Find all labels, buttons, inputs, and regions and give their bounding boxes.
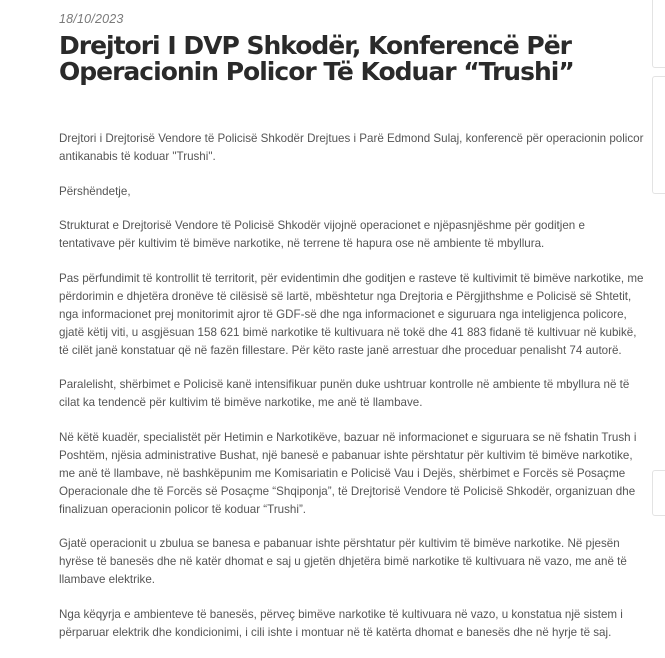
article-date: 18/10/2023 — [59, 12, 124, 26]
sidebar-widget-top — [652, 0, 665, 68]
article-paragraph: Drejtori i Drejtorisë Vendore të Policisë Shkodër Drejtues i Parë Edmond Sulaj, konferencë për operacionin policor antikanabis të koduar "Trushi". — [59, 132, 644, 163]
article-paragraph: Pas përfundimit të kontrollit të territorit, për evidentimin dhe goditjen e rasteve të kultivimit të bimëve narkotike, me përdorimin e dhjetëra dronëve të cilësisë së lartë, mbështetur nga Drejtoria e Përgjithshme e Policisë së Shtetit, nga informacionet prej monitorimit ajror të GDF-së dhe nga informacionet e siguruara nga inteligjenca policore, gjatë këtij viti, u asgjësuan 158 621 bimë narkotike të kultivuara në tokë dhe 41 883 fidanë të kultivuar në kubikë, të cilët janë konstatuar që në fazën fillestare. Për këto raste janë arrestuar dhe proceduar penalisht 74 autorë. — [59, 271, 644, 357]
sidebar-widget-bottom — [652, 470, 665, 516]
sidebar-widget-middle — [652, 76, 665, 194]
article-paragraph: Gjatë operacionit u zbulua se banesa e pabanuar ishte përshtatur për kultivim të bimëve narkotike. Në pjesën hyrëse të banesës dhe në katër dhomat e saj u gjetën dhjetëra bimë narkotike të kultivuara në vazo, me anë të llambave elektrike. — [59, 537, 627, 586]
article-paragraph: Në këtë kuadër, specialistët për Hetimin e Narkotikëve, bazuar në informacionet e siguruara se në fshatin Trush i Poshtëm, njësia administrative Bushat, një banesë e pabanuar ishte përshtatur për kultivim të bimëve narkotike, me anë të llambave, në bashkëpunim me Komisariatin e Policisë Vau i Dejës, shërbimet e Forcës së Posaçme Operacionale dhe të Forcës së Posaçme “Shqiponja”, të Drejtorisë Vendore të Policisë Shkodër, organizuan dhe finalizuan operacionin policor të koduar “Trushi”. — [59, 430, 637, 516]
article-body — [59, 130, 644, 658]
article-paragraph: Përshëndetje, — [59, 184, 131, 198]
article-paragraph: Strukturat e Drejtorisë Vendore të Policisë Shkodër vijojnë operacionet e njëpasnjëshme për goditjen e tentativave për kultivim të bimëve narkotike, në terrene të hapura ose në ambiente të mbyllura. — [59, 219, 585, 250]
article-title: Drejtori I DVP Shkodër, Konferencë Për Operacionin Policor Të Koduar “Trushi” — [59, 31, 574, 86]
article-paragraph: Paralelisht, shërbimet e Policisë kanë intensifikuar punën duke ushtruar kontrolle në ambiente të mbyllura në të cilat ka tendencë për kultivim të bimëve narkotike, me anë të llambave. — [59, 378, 630, 409]
article-paragraph: Nga këqyrja e ambienteve të banesës, përveç bimëve narkotike të kultivuara në vazo, u konstatua një sistem i përparuar elektrik dhe kondicionimi, i cili ishte i montuar në të katërta dhomat e banesës dhe në hyrje të saj. — [59, 607, 623, 639]
